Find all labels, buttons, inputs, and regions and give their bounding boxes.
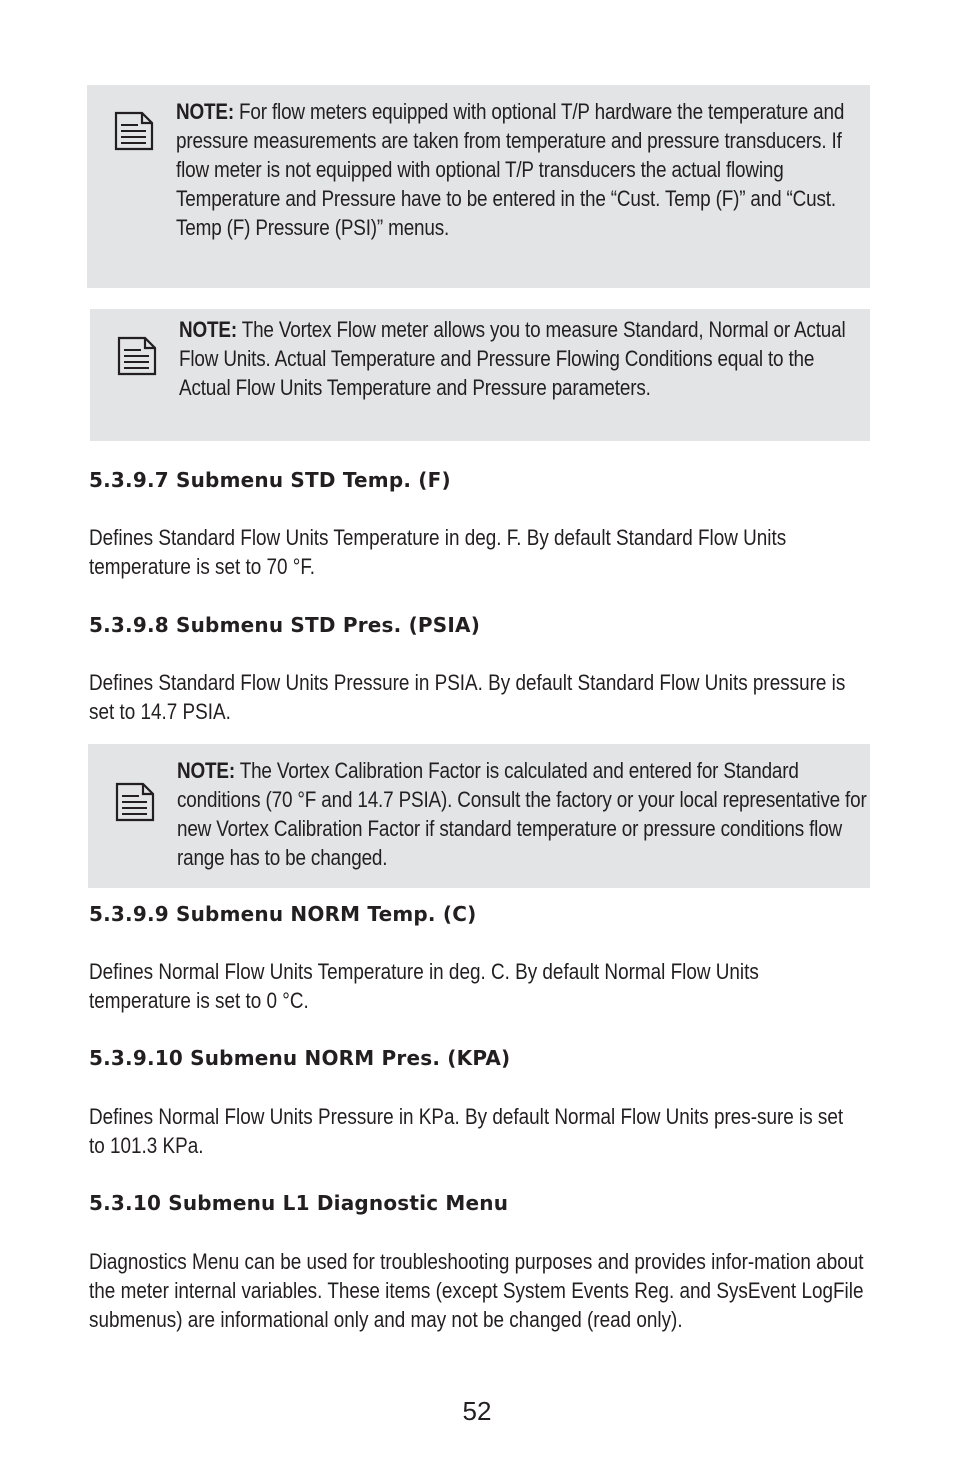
note-box bbox=[88, 744, 870, 888]
section-body: Defines Normal Flow Units Temperature in deg. C. By default Normal Flow Units temperature is set to 0 °C. bbox=[89, 959, 759, 1013]
document-note-icon bbox=[117, 336, 157, 376]
section-heading: 5.3.10 Submenu L1 Diagnostic Menu bbox=[89, 1191, 509, 1215]
note-text bbox=[176, 97, 870, 242]
page-number: 52 bbox=[462, 1396, 492, 1426]
section-body: Diagnostics Menu can be used for troubleshooting purposes and provides infor-mation about the meter internal variables. These items (except System Events Reg. and SysEvent LogFile submenus) are informational only and may not be changed (read only). bbox=[89, 1249, 864, 1332]
note-body: The Vortex Flow meter allows you to measure Standard, Normal or Actual Flow Units. Actual Temperature and Pressure Flowing Conditions equal to the Actual Flow Units Temperature and Pressure parameters. bbox=[179, 317, 846, 400]
section-heading: 5.3.9.8 Submenu STD Pres. (PSIA) bbox=[89, 613, 481, 637]
section-body: Defines Standard Flow Units Temperature in deg. F. By default Standard Flow Units temperature is set to 70 °F. bbox=[89, 525, 787, 579]
note-body: For flow meters equipped with optional T/P hardware the temperature and pressure measurements are taken from temperature and pressure transducers. If flow meter is not equipped with optional T/P transducers the actual flowing Temperature and Pressure have to be entered in the “Cust. Temp (F)” and “Cust. Temp (F) Pressure (PSI)” menus. bbox=[176, 99, 845, 240]
section-body: Defines Standard Flow Units Pressure in PSIA. By default Standard Flow Units pressure is set to 14.7 PSIA. bbox=[89, 670, 846, 724]
section-body: Defines Normal Flow Units Pressure in KPa. By default Normal Flow Units pres-sure is set to 101.3 KPa. bbox=[89, 1104, 844, 1158]
note-body: The Vortex Calibration Factor is calculated and entered for Standard conditions (70 °F and 14.7 PSIA). Consult the factory or your local representative for new Vortex Calibration Factor if standard temperature or pressure conditions flow range has to be changed. bbox=[177, 758, 867, 870]
note-box bbox=[87, 85, 870, 288]
document-note-icon bbox=[115, 782, 155, 822]
section-heading: 5.3.9.9 Submenu NORM Temp. (C) bbox=[89, 902, 477, 926]
note-label: NOTE: bbox=[176, 99, 234, 124]
note-text bbox=[179, 315, 869, 402]
note-box bbox=[90, 309, 870, 441]
document-note-icon bbox=[114, 111, 154, 151]
section-heading: 5.3.9.10 Submenu NORM Pres. (KPA) bbox=[89, 1046, 511, 1070]
note-label: NOTE: bbox=[177, 758, 235, 783]
note-label: NOTE: bbox=[179, 317, 237, 342]
section-heading: 5.3.9.7 Submenu STD Temp. (F) bbox=[89, 468, 451, 492]
note-text bbox=[177, 756, 867, 872]
